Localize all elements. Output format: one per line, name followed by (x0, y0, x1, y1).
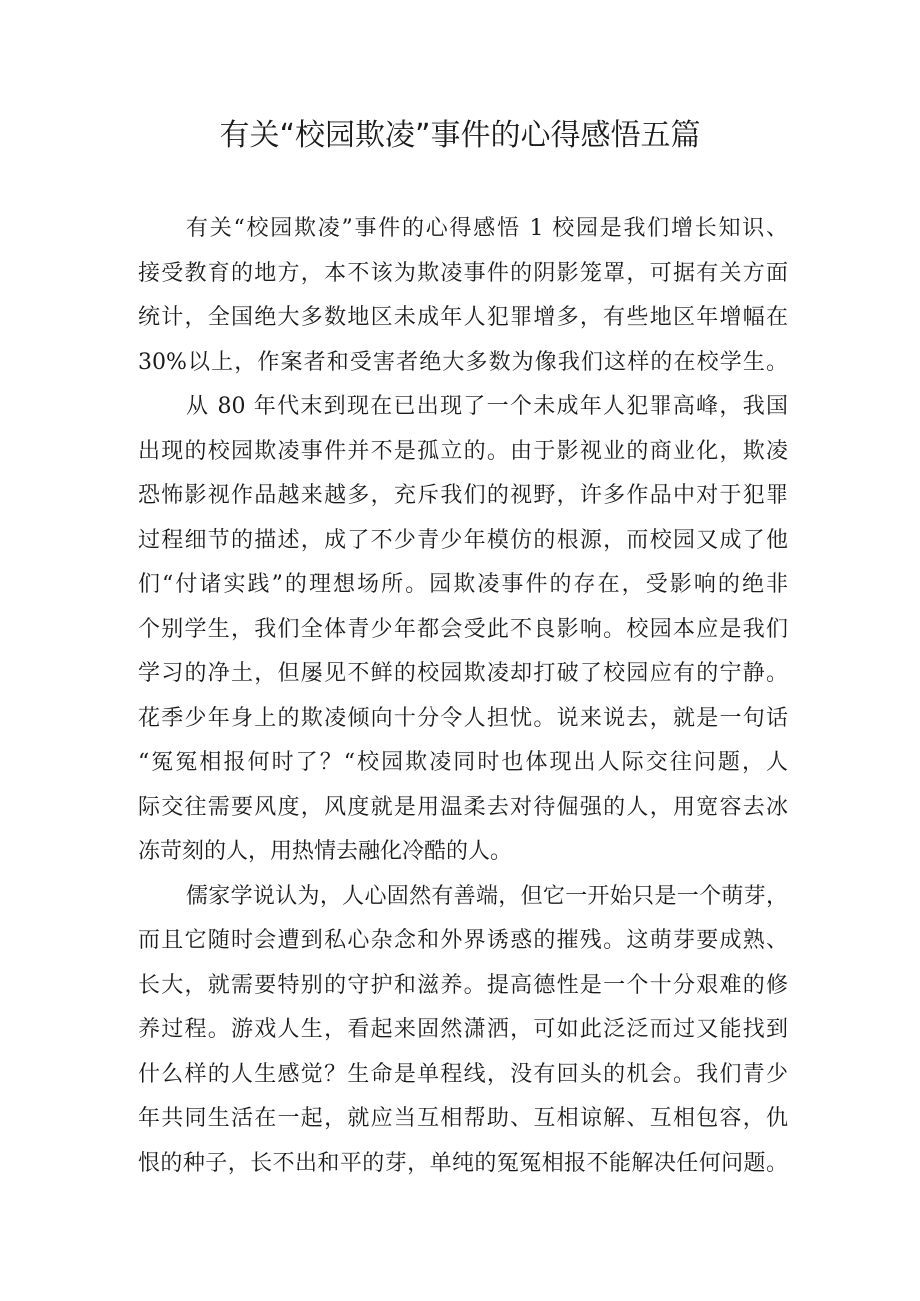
paragraph-line: 出现的校园欺凌事件并不是孤立的。由于影视业的商业化，欺凌 (138, 438, 788, 464)
paragraph-line: “冤冤相报何时了？“校园欺凌同时也体现出人际交往问题，人 (138, 750, 788, 775)
paragraph-line: 年共同生活在一起，就应当互相帮助、互相谅解、互相包容，仇 (138, 1106, 788, 1131)
paragraph-line: 30%以上，作案者和受害者绝大多数为像我们这样的在校学生。 (138, 349, 788, 375)
paragraph-line: 恨的种子，长不出和平的芽，单纯的冤冤相报不能解决任何问题。 (138, 1150, 788, 1176)
paragraph-1 (138, 207, 788, 385)
paragraph-line: 从 80 年代末到现在已出现了一个未成年人犯罪高峰，我国 (186, 394, 788, 419)
document-title: 有关“校园欺凌”事件的心得感悟五篇 (219, 118, 701, 153)
paragraph-line: 个别学生，我们全体青少年都会受此不良影响。校园本应是我们 (138, 616, 788, 642)
paragraph-line: 际交往需要风度，风度就是用温柔去对待倔强的人，用宽容去冰 (138, 794, 788, 820)
paragraph-line: 而且它随时会遭到私心杂念和外界诱惑的摧残。这萌芽要成熟、 (138, 928, 788, 953)
paragraph-line: 养过程。游戏人生，看起来固然潇洒，可如此泛泛而过又能找到 (138, 1017, 788, 1042)
document-body (138, 207, 788, 1186)
paragraph-line: 有关“校园欺凌”事件的心得感悟 1 校园是我们增长知识、 (186, 216, 788, 241)
paragraph-line: 儒家学说认为，人心固然有善端，但它一开始只是一个萌芽， (186, 883, 788, 909)
paragraph-line: 学习的净土，但屡见不鲜的校园欺凌却打破了校园应有的宁静。 (138, 661, 788, 686)
paragraph-2 (138, 385, 788, 875)
paragraph-line: 恐怖影视作品越来越多，充斥我们的视野，许多作品中对于犯罪 (138, 483, 788, 508)
paragraph-line: 花季少年身上的欺凌倾向十分令人担忧。说来说去，就是一句话 (138, 705, 788, 731)
paragraph-line: 们“付诸实践”的理想场所。园欺凌事件的存在，受影响的绝非 (138, 572, 788, 597)
paragraph-line: 过程细节的描述，成了不少青少年模仿的根源，而校园又成了他 (138, 527, 788, 553)
paragraph-line: 接受教育的地方，本不该为欺凌事件的阴影笼罩，可据有关方面 (138, 260, 788, 286)
paragraph-line: 冻苛刻的人，用热情去融化冷酷的人。 (138, 839, 513, 864)
paragraph-line: 统计，全国绝大多数地区未成年人犯罪增多，有些地区年增幅在 (138, 305, 788, 330)
paragraph-line: 长大，就需要特别的守护和滋养。提高德性是一个十分艰难的修 (138, 972, 788, 998)
paragraph-line: 什么样的人生感觉？生命是单程线，没有回头的机会。我们青少 (138, 1061, 788, 1087)
paragraph-3 (138, 875, 788, 1187)
